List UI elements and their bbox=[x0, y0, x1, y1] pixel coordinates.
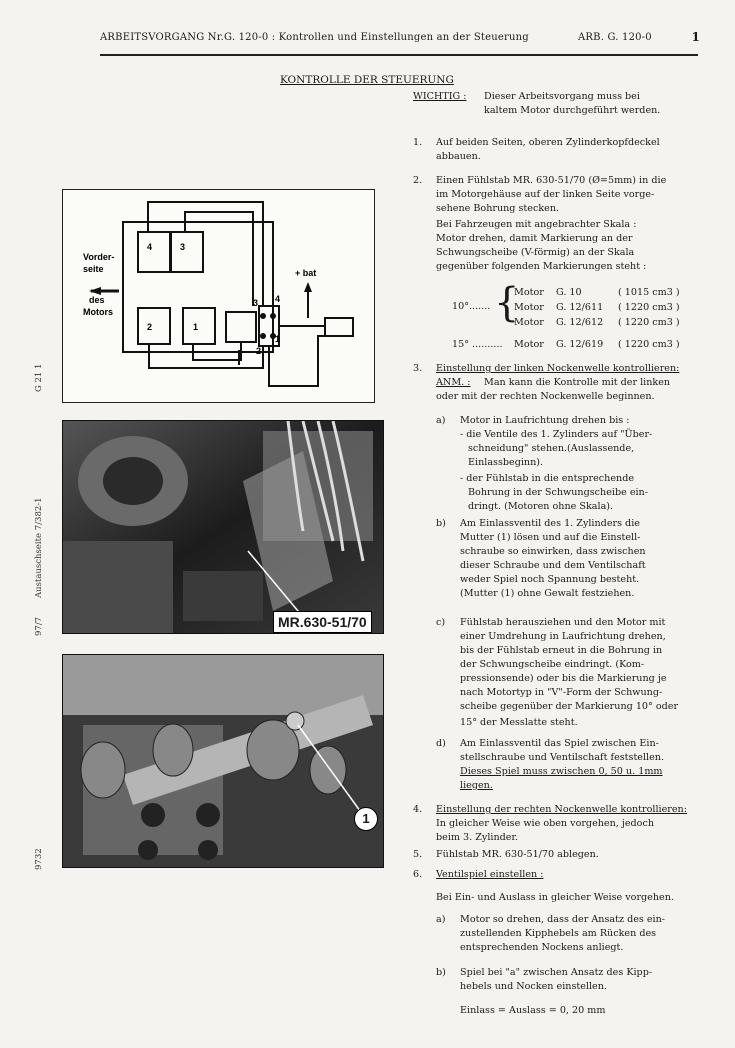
engine-photo-1 bbox=[62, 420, 384, 634]
step-6-text-2: Bei Ein- und Auslass in gleicher Weise vorgehen. bbox=[436, 892, 674, 903]
wichtig-label: WICHTIG : bbox=[413, 91, 467, 102]
side-label-diagram: G 21 1 bbox=[34, 363, 44, 392]
step-3c-text-1: Fühlstab herausziehen und den Motor mit bbox=[460, 617, 666, 628]
wichtig-text-1: Dieser Arbeitsvorgang muss bei bbox=[484, 91, 640, 102]
step-3a-text-6: Bohrung in der Schwungscheibe ein- bbox=[468, 487, 648, 498]
step-3-anm-label: ANM. : bbox=[436, 377, 471, 388]
step-3c-text-2: einer Umdrehung in Laufrichtung drehen, bbox=[460, 631, 666, 642]
diagram-num-1: 1 bbox=[193, 322, 199, 332]
step-3a-num: a) bbox=[436, 415, 446, 426]
step-4-num: 4. bbox=[413, 804, 423, 815]
engine-photo-2-art bbox=[63, 655, 383, 867]
step-3b-text-4: dieser Schraube und dem Ventilschaft bbox=[460, 560, 646, 571]
step-3a-text-3: schneidung" stehen.(Auslassende, bbox=[468, 443, 635, 454]
section-title: KONTROLLE DER STEUERUNG bbox=[280, 74, 454, 86]
step-3c-text-7: scheibe gegenüber der Markierung 10° oder bbox=[460, 701, 679, 712]
step-2-text-4: Bei Fahrzeugen mit angebrachter Skala : bbox=[436, 219, 637, 230]
step-6a-num: a) bbox=[436, 914, 446, 925]
table-row-2-type: G. 12/611 bbox=[556, 302, 604, 313]
diagram-num-3: 3 bbox=[180, 242, 186, 252]
engine-photo-2 bbox=[62, 654, 384, 868]
step-3b-num: b) bbox=[436, 518, 446, 529]
diagram-bat: + bat bbox=[295, 268, 317, 278]
table-row-4-cc: ( 1220 cm3 ) bbox=[618, 339, 680, 350]
step-2-text-5: Motor drehen, damit Markierung an der bbox=[436, 233, 633, 244]
side-label-austausch: Austauschseite 7/382-1 bbox=[34, 497, 44, 598]
step-3a-text-7: dringt. (Motoren ohne Skala). bbox=[468, 501, 614, 512]
step-3c-text-8: 15° der Messlatte steht. bbox=[460, 717, 578, 728]
table-row-4-type: G. 12/619 bbox=[556, 339, 604, 350]
diagram-num-1b: 1 bbox=[275, 334, 281, 344]
step-2-num: 2. bbox=[413, 175, 423, 186]
table-row-2-cc: ( 1220 cm3 ) bbox=[618, 302, 680, 313]
degree-15: 15° .......... bbox=[452, 339, 503, 350]
step-2-text-2: im Motorgehäuse auf der linken Seite vorge- bbox=[436, 189, 655, 200]
step-3d-text-3: Dieses Spiel muss zwischen 0, 50 u. 1mm bbox=[460, 766, 663, 777]
step-3c-text-5: pressionsende) oder bis die Markierung je bbox=[460, 673, 667, 684]
engine-photo-1-art bbox=[63, 421, 383, 633]
step-3-title: Einstellung der linken Nockenwelle kontrollieren: bbox=[436, 363, 680, 374]
step-3c-text-4: der Schwungscheibe eindringt. (Kom- bbox=[460, 659, 645, 670]
step-3a-text-5: - der Fühlstab in die entsprechende bbox=[460, 473, 635, 484]
step-1-text-2: abbauen. bbox=[436, 151, 481, 162]
step-6a-text-3: entsprechenden Nockens anliegt. bbox=[460, 942, 624, 953]
table-row-1-cc: ( 1015 cm3 ) bbox=[618, 287, 680, 298]
diagram-num-4b: 4 bbox=[275, 294, 281, 304]
tool-label-mr63051: MR.630-51/70 bbox=[273, 611, 372, 633]
step-5-text-1: Fühlstab MR. 630-51/70 ablegen. bbox=[436, 849, 599, 860]
table-brace: { bbox=[494, 280, 520, 326]
step-3b-text-2: Mutter (1) lösen und auf die Einstell- bbox=[460, 532, 641, 543]
page-header bbox=[100, 32, 700, 46]
distributor-body bbox=[123, 222, 273, 352]
step-1-text-1: Auf beiden Seiten, oberen Zylinderkopfdeckel bbox=[436, 137, 660, 148]
clearance-value: Einlass = Auslass = 0, 20 mm bbox=[460, 1005, 606, 1016]
page-number: 1 bbox=[691, 30, 700, 44]
step-6b-num: b) bbox=[436, 967, 446, 978]
table-row-2-motor: Motor bbox=[514, 302, 544, 313]
step-6a-text-1: Motor so drehen, dass der Ansatz des ein- bbox=[460, 914, 666, 925]
step-3-anm-text: Man kann die Kontrolle mit der linken bbox=[484, 377, 671, 388]
diagram-vorderseite-2: seite bbox=[83, 264, 104, 274]
diagram-num-3b: 3 bbox=[253, 298, 259, 308]
header-code: ARB. G. 120-0 bbox=[578, 32, 652, 43]
step-4-title: Einstellung der rechten Nockenwelle kontrollieren: bbox=[436, 804, 687, 815]
wiring-diagram-svg bbox=[63, 190, 374, 402]
diagram-num-2b: 2 bbox=[256, 346, 262, 356]
step-4-text-2: In gleicher Weise wie oben vorgehen, jedoch bbox=[436, 818, 654, 829]
diagram-vorderseite-1: Vorder- bbox=[83, 252, 115, 262]
step-6a-text-2: zustellenden Kipphebels am Rücken des bbox=[460, 928, 657, 939]
step-3d-text-1: Am Einlassventil das Spiel zwischen Ein- bbox=[460, 738, 659, 749]
wichtig-text-2: kaltem Motor durchgeführt werden. bbox=[484, 105, 661, 116]
table-row-1-motor: Motor bbox=[514, 287, 544, 298]
table-row-1-type: G. 10 bbox=[556, 287, 582, 298]
step-3d-text-4: liegen. bbox=[460, 780, 493, 791]
step-3-num: 3. bbox=[413, 363, 423, 374]
table-row-3-cc: ( 1220 cm3 ) bbox=[618, 317, 680, 328]
callout-nut-1: 1 bbox=[354, 807, 378, 831]
step-3b-text-3: schraube so einwirken, dass zwischen bbox=[460, 546, 646, 557]
step-3d-num: d) bbox=[436, 738, 446, 749]
step-3c-text-6: nach Motortyp in "V"-Form der Schwung- bbox=[460, 687, 663, 698]
step-3a-text-1: Motor in Laufrichtung drehen bis : bbox=[460, 415, 630, 426]
step-6-title: Ventilspiel einstellen : bbox=[436, 869, 544, 880]
step-2-text-7: gegenüber folgenden Markierungen steht : bbox=[436, 261, 647, 272]
step-5-num: 5. bbox=[413, 849, 423, 860]
step-3a-text-2: - die Ventile des 1. Zylinders auf "Über- bbox=[460, 429, 653, 440]
step-3c-num: c) bbox=[436, 617, 446, 628]
step-3b-text-5: weder Spiel noch Spannung besteht. bbox=[460, 574, 640, 585]
step-3b-text-6: (Mutter (1) ohne Gewalt festziehen. bbox=[460, 588, 635, 599]
table-row-3-motor: Motor bbox=[514, 317, 544, 328]
step-3a-text-4: Einlassbeginn). bbox=[468, 457, 544, 468]
diagram-num-4: 4 bbox=[147, 242, 153, 252]
table-row-4-motor: Motor bbox=[514, 339, 544, 350]
step-6b-text-2: hebels und Nocken einstellen. bbox=[460, 981, 607, 992]
header-title: ARBEITSVORGANG Nr.G. 120-0 : Kontrollen und Einstellungen an der Steuerung bbox=[100, 32, 529, 43]
table-row-3-type: G. 12/612 bbox=[556, 317, 604, 328]
side-label-photo1: 97/7 bbox=[34, 616, 44, 636]
diagram-motors: Motors bbox=[83, 307, 113, 317]
step-4-text-3: beim 3. Zylinder. bbox=[436, 832, 519, 843]
step-2-text-6: Schwungscheibe (V-förmig) an der Skala bbox=[436, 247, 635, 258]
diagram-des: des bbox=[89, 295, 105, 305]
step-6b-text-1: Spiel bei "a" zwischen Ansatz des Kipp- bbox=[460, 967, 653, 978]
degree-10: 10°....... bbox=[452, 301, 491, 312]
step-3-text-2: oder mit der rechten Nockenwelle beginnen. bbox=[436, 391, 655, 402]
step-3d-text-2: stellschraube und Ventilschaft feststellen. bbox=[460, 752, 665, 763]
step-2-text-1: Einen Fühlstab MR. 630-51/70 (Ø=5mm) in die bbox=[436, 175, 667, 186]
header-rule bbox=[100, 54, 698, 56]
step-3b-text-1: Am Einlassventil des 1. Zylinders die bbox=[460, 518, 640, 529]
step-3c-text-3: bis der Fühlstab erneut in die Bohrung in bbox=[460, 645, 663, 656]
wiring-diagram bbox=[62, 189, 375, 403]
step-6-num: 6. bbox=[413, 869, 423, 880]
diagram-num-2: 2 bbox=[147, 322, 153, 332]
step-1-num: 1. bbox=[413, 137, 423, 148]
side-label-photo2: 9732 bbox=[34, 848, 44, 870]
step-2-text-3: sehene Bohrung stecken. bbox=[436, 203, 560, 214]
